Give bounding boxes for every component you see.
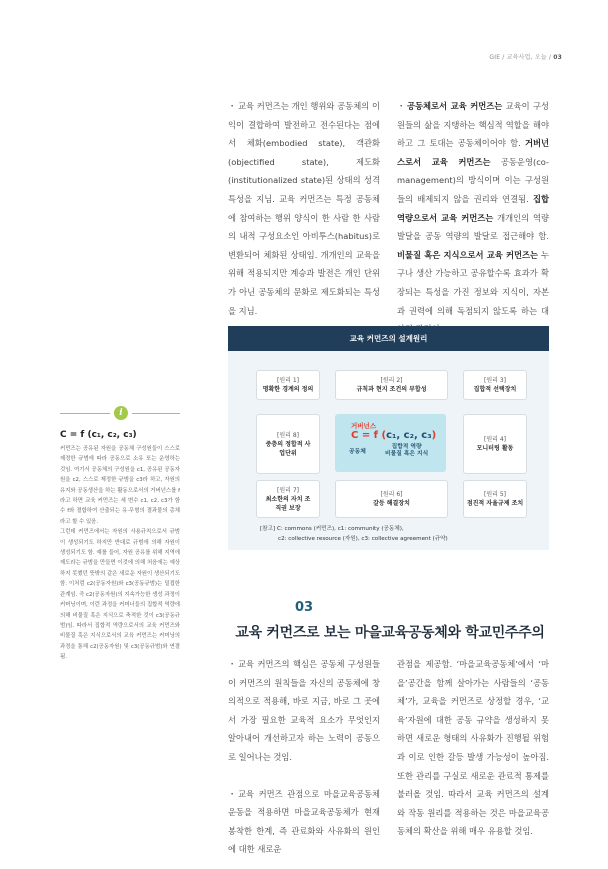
principle-text: 점진적 자율규제 조치 [466, 500, 524, 507]
diagram-title: 교육 커먼즈의 설계원리 [228, 326, 549, 351]
principle-number: [원리 3] [484, 377, 506, 384]
sidebar-title: C = f (c₁, c₂, c₃) [60, 430, 137, 440]
bullet: ・ [228, 101, 237, 111]
bold-term: 집합 역량으로서 교육 커먼즈는 [397, 193, 549, 223]
paragraph-text: 개개인의 역량 발달을 공동 역량의 발달로 접근해야 함. [397, 212, 549, 242]
page-header [489, 52, 562, 61]
principle-text: 모니터링 활동 [476, 445, 514, 452]
principle-box-8 [256, 414, 320, 474]
text-column-1 [228, 97, 380, 320]
sidebar-body [60, 444, 180, 663]
principle-number: [원리 7] [277, 486, 299, 494]
principle-number: [원리 4] [484, 436, 506, 443]
commons-formula: C = f (c₁, c₂, c₃) [351, 430, 437, 441]
text-column-3 [228, 655, 380, 859]
paragraph: 교육 커먼즈는 개인 행위와 공동체의 이익이 결합하여 발전하고 전수된다는 점에서 체화(embodied state), 객관화(objectified state), 제도화(institutionalized state)된 상태의 성격 특성을 지님. 교육 커먼즈는 특정 공동체에 참여하는 행위 양식이 한 사람 한 사람의 내적 구성요소인 아비투스(habitus)로 변환되어 체화된 상태임. 개개인의 교육을 위해 적용되지만 계승과 발전은 개인 단위가 아닌 공동체의 문화로 제도화되는 특성을 지님. [228, 101, 380, 316]
text-column-4 [397, 655, 549, 841]
principle-number: [원리 5] [484, 491, 506, 498]
governance-label: 거버넌스 [351, 422, 377, 430]
principle-box-7 [256, 480, 320, 518]
principle-box-3 [463, 370, 527, 400]
principle-text: 명확한 경계의 정의 [262, 386, 314, 393]
principle-text: 집합적 선택장치 [473, 386, 517, 393]
paragraph-text: 공동운영(co-management)의 방식이며 이는 구성원들의 배제되지 않을 권리와 연결됨. [397, 156, 549, 204]
page-number: 03 [553, 54, 562, 61]
principle-text: 규칙과 현지 조건의 부합성 [356, 386, 427, 393]
bold-term: 거버넌스로서 교육 커먼즈는 [397, 138, 549, 167]
principle-box-4 [463, 414, 527, 474]
bullet: ・ [228, 788, 237, 799]
note-line: c2: collective resource (자원), c3: collective agreement (규약) [278, 536, 448, 542]
text-column-2 [397, 97, 549, 339]
bullet: ・ [397, 101, 406, 111]
design-principles-diagram [228, 326, 549, 550]
header-text: GIE / 교육사업, 오늘 / [489, 54, 554, 61]
principle-text: 최소한의 자치 조직권 보장 [265, 495, 311, 512]
paragraph: 교육 커먼즈 관점으로 마을교육공동체 운동을 적용하면 마을교육공동체가 현재 봉착한 한계, 즉 관료화와 사유화의 원인에 대한 새로운 [228, 788, 380, 855]
paragraph: 교육 커먼즈의 핵심은 공동체 구성원들이 커먼즈의 원칙들을 자신의 공동체에 창의적으로 적용해, 바로 지금, 바로 그 곳에서 가장 필요한 교육적 요소가 무엇인지 알아내어 개선하고자 하는 노력이 공동으로 일어나는 것임. [228, 659, 380, 762]
principle-box-2 [335, 370, 448, 400]
section-number: 03 [294, 600, 314, 615]
principle-text: 갈등 해결장치 [373, 500, 410, 507]
info-icon: i [114, 406, 128, 420]
principle-box-6 [335, 480, 448, 518]
sidebar-paragraph: 그런데 커먼즈에서는 자원의 사용규칙으로서 규범이 생성되기도 하지만 반대로 규범에 의해 자원이 생성되기도 함. 예를 들어, 자원 공유를 위해 지역에 제도라는 규범을 만들면 이것에 의해 처음에는 예상하지 못했던 뜻밖의 같은 새로운 자원이 생산되기도 함. 이처럼 c2(공동자원)와 c3(공동규범)는 밀접한 관계임. 즉 c2(공동자원)의 지속가능한 생성 과정이 커머닝이며, 이런 과정을 커머너들의 집합적 역량에 의해 비물질 혹은 지식으로 축적한 것이 c3(공동규범)임. 따라서 집합적 역량으로서의 교육 커먼즈와 비물질 혹은 지식으로서의 교육 커먼즈는 커머닝의 과정을 통해 c2(공동자원) 및 c3(공동규범)와 연결됨. [60, 529, 180, 661]
paragraph-text: 교육이 구성원들의 삶을 지탱하는 핵심적 역할을 해야 하고 그 토대는 공동체이어야 함. [397, 101, 549, 149]
principle-number: [원리 8] [277, 431, 299, 439]
diagram-note [260, 524, 448, 544]
bold-term: 비물질 혹은 지식으로서 교육 커먼즈는 [397, 249, 539, 260]
principle-box-1 [256, 370, 320, 400]
principle-number: [원리 6] [380, 491, 403, 498]
principle-text: 중층의 정합적 사업단위 [265, 440, 311, 457]
paragraph: 관점을 제공함. ‘마을교육공동체’에서 ‘마을’공간을 함께 살아가는 사람들의 ‘공동체’가, 교육을 커먼즈로 상정할 경우, ‘교육’자원에 대한 공동 규약을 생성하지 못하면 새로운 형태의 사유화가 진행될 위험과 이로 인한 갈등 발생 가능성이 높아짐. 또한 관리를 구실로 새로운 관료적 통제를 불러올 것임. 따라서 교육 커먼즈의 설계와 작동 원리를 적용하는 것은 마을교육공동체의 확산을 위해 매우 유용할 것임. [397, 659, 549, 837]
principle-number: [원리 2] [380, 377, 403, 384]
community-label: 공동체 [349, 449, 366, 455]
bullet: ・ [228, 659, 237, 669]
principle-box-5 [463, 480, 527, 518]
capacity-knowledge-label: 집합적 역량 비물질 혹은 지식 [385, 444, 429, 457]
commons-formula-box [335, 414, 446, 472]
paragraph-text: 누구나 생산 가능하고 공유할수록 효과가 확장되는 특성을 가진 정보와 지식이, 자본과 권력에 의해 독점되지 않도록 하는 대 [397, 249, 549, 316]
bold-term: 공동체로서 교육 커먼즈는 [407, 101, 503, 111]
note-line: [참고] C: commons (커먼즈), c1: community (공동체), [260, 526, 404, 532]
section-title: 교육 커먼즈로 보는 마을교육공동체와 학교민주주의 [235, 625, 545, 641]
sidebar-paragraph: 커먼즈는 공유된 자원을 공동체 구성원들이 스스로 제정한 규범에 따라 공동으로 소유 또는 운영하는 것임. 여기서 공동체의 구성원을 c1, 공유된 공동자원을 c2, 스스로 제정한 규범을 c3라 하고, 자원의 유지와 공동생산을 하는 활동으로서의 거버넌스를 f라고 하면 교육 커먼즈는 세 변수 c1, c2, c3가 함수 f와 결합하여 산출되는 유·무형의 결과물의 총체라고 할 수 있음. [60, 446, 180, 525]
principle-number: [원리 1] [277, 377, 299, 384]
